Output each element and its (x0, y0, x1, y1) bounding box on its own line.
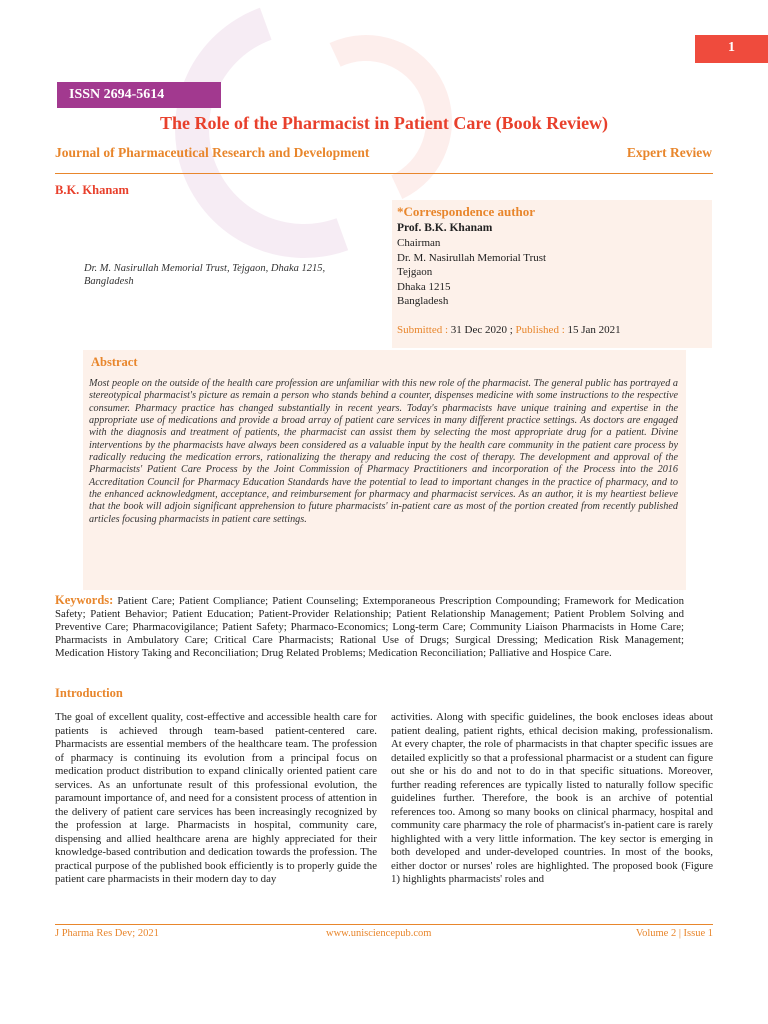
correspondence-address (397, 236, 546, 309)
correspondence-name: Prof. B.K. Khanam (397, 222, 493, 234)
correspondence-line: Dhaka 1215 (397, 280, 451, 293)
footer-divider (55, 924, 713, 925)
keywords-label: Keywords: (55, 593, 114, 607)
footer-citation: J Pharma Res Dev; 2021 (55, 928, 159, 939)
correspondence-line: Chairman (397, 237, 441, 249)
article-title: The Role of the Pharmacist in Patient Care (Book Review) (159, 113, 609, 133)
introduction-paragraph: activities. Along with specific guidelines, the book encloses ideas about patient dealing, patient rights, ethical decision making, professionalism. At every chapter, the role of pharmacists in that chapter specific issues are detailed explicitly so that a professional pharmacist or a student can figure out she or his do and not to do in that specific situations. Moreover, further reading references are typically listed to naturally follow specific guidelines further. Therefore, the book is an archive of potential references too. Among so many books on clinical pharmacy, hospital and community care pharmacy the role of pharmacist's in-patient care is rarely highlighted with a very little information. The key sector is emerging in both developed and under-developed countries. In most of the books, either doctor or nurses' roles are highlighted. The proposed book (Figure 1) highlights pharmacists' roles and (391, 711, 713, 885)
correspondence-line: Dr. M. Nasirullah Memorial Trust (397, 251, 547, 264)
correspondence-line: Bangladesh (397, 295, 449, 308)
submission-dates (397, 324, 621, 336)
keywords-paragraph (55, 594, 684, 660)
keywords-text: Patient Care; Patient Compliance; Patient Counseling; Extemporaneous Prescription Compounding; Framework for Medication Safety; Patient Behavior; Patient Education; Patient-Provider Relationship; Patient Relationship Management; Patient Problem Solving and Preventive Care; Pharmacovigilance; Patient Safety; Pharmaco-Economics; Long-term Care; Community Liaison Pharmacists in Home Care; Pharmacists in Ambulatory Care; Critical Care Pharmacists; Rational Use of Drugs; Surgical Dressing; Medication Risk Management; Medication History Taking and Reconciliation; Drug Related Problems; Medication Reconciliation; Palliative and Hospice Care. (55, 595, 684, 659)
header-divider (55, 173, 713, 174)
submitted-date: 31 Dec 2020 ; (448, 324, 516, 336)
footer-volume-issue: Volume 2 | Issue 1 (635, 928, 713, 939)
introduction-paragraph: The goal of excellent quality, cost-effective and accessible health care for patients is achieved through team-based patient-centered care. Pharmacists are essential members of the healthcare team. The profession of pharmacy is continuing its evolution from a principal focus on medication product distribution to expand clinically oriented patient care services. As an unfortunate result of this professional evolution, the paramount importance of, and need for a consistent process of attention in the delivery of patient care services has been increasingly recognized by the profession at large. Pharmacists in hospital, community care, dispensing and allied healthcare arena are highly appreciated for their knowledge-based contribution and dedication towards the profession. The practical purpose of the published book efficiently is to properly guide the patient care pharmacists in their modern day to day (55, 711, 377, 885)
abstract-text: Most people on the outside of the health care profession are unfamiliar with this new role of the pharmacist. The general public has portrayed a stereotypical pharmacist's picture as remain a person who stands behind a counter, dispenses medicine with some instructions to the respective consumer. Pharmacy practice has changed substantially in recent years. Today's pharmacists have unique training and expertise in the appropriate use of medications and provide a broad array of patient care services in many different practice settings. As doctors are engaged with the diagnosis and treatment of patients, the pharmacist can assist them by selecting the most appropriate drug for a patient. Divine interventions by the pharmacists have always been considered as a valuable input by the health care community in the patient care process by radically reducing the medication errors, rationalizing the therapy and reducing the cost of therapy. The development and approval of the Pharmacists' Patient Care Process by the Joint Commission of Pharmacy Practitioners and incorporation of the Process into the 2016 Accreditation Council for Pharmacy Education Standards have the potential to lead to important changes in the practice of pharmacy, and to the enhanced acknowledgment, acceptance, and reimbursement for pharmacy and pharmacist services. As an author, it is my heartiest believe that the book will adjoin significant apprehension to future pharmacists' in-patient care as most of the portion created from recently published articles focusing pharmacists in patient care settings. (89, 378, 678, 525)
published-label: Published : (515, 324, 565, 336)
author-affiliation: Dr. M. Nasirullah Memorial Trust, Tejgaon, Dhaka 1215, Bangladesh (84, 263, 326, 287)
published-date: 15 Jan 2021 (564, 324, 621, 336)
correspondence-line: Tejgaon (397, 266, 433, 279)
introduction-heading: Introduction (55, 686, 123, 700)
introduction-column-right (391, 711, 713, 887)
footer-website-link[interactable]: www.unisciencepub.com (326, 928, 432, 939)
correspondence-heading: *Correspondence author (397, 204, 536, 219)
abstract-heading: Abstract (91, 355, 138, 369)
introduction-column-left (55, 711, 377, 887)
journal-name: Journal of Pharmaceutical Research and Development (55, 145, 370, 160)
submitted-label: Submitted : (397, 324, 449, 336)
issn-badge: ISSN 2694-5614 (57, 82, 221, 108)
page-number-tab: 1 (695, 35, 768, 63)
article-type: Expert Review (626, 145, 712, 160)
author-name: B.K. Khanam (55, 183, 129, 197)
